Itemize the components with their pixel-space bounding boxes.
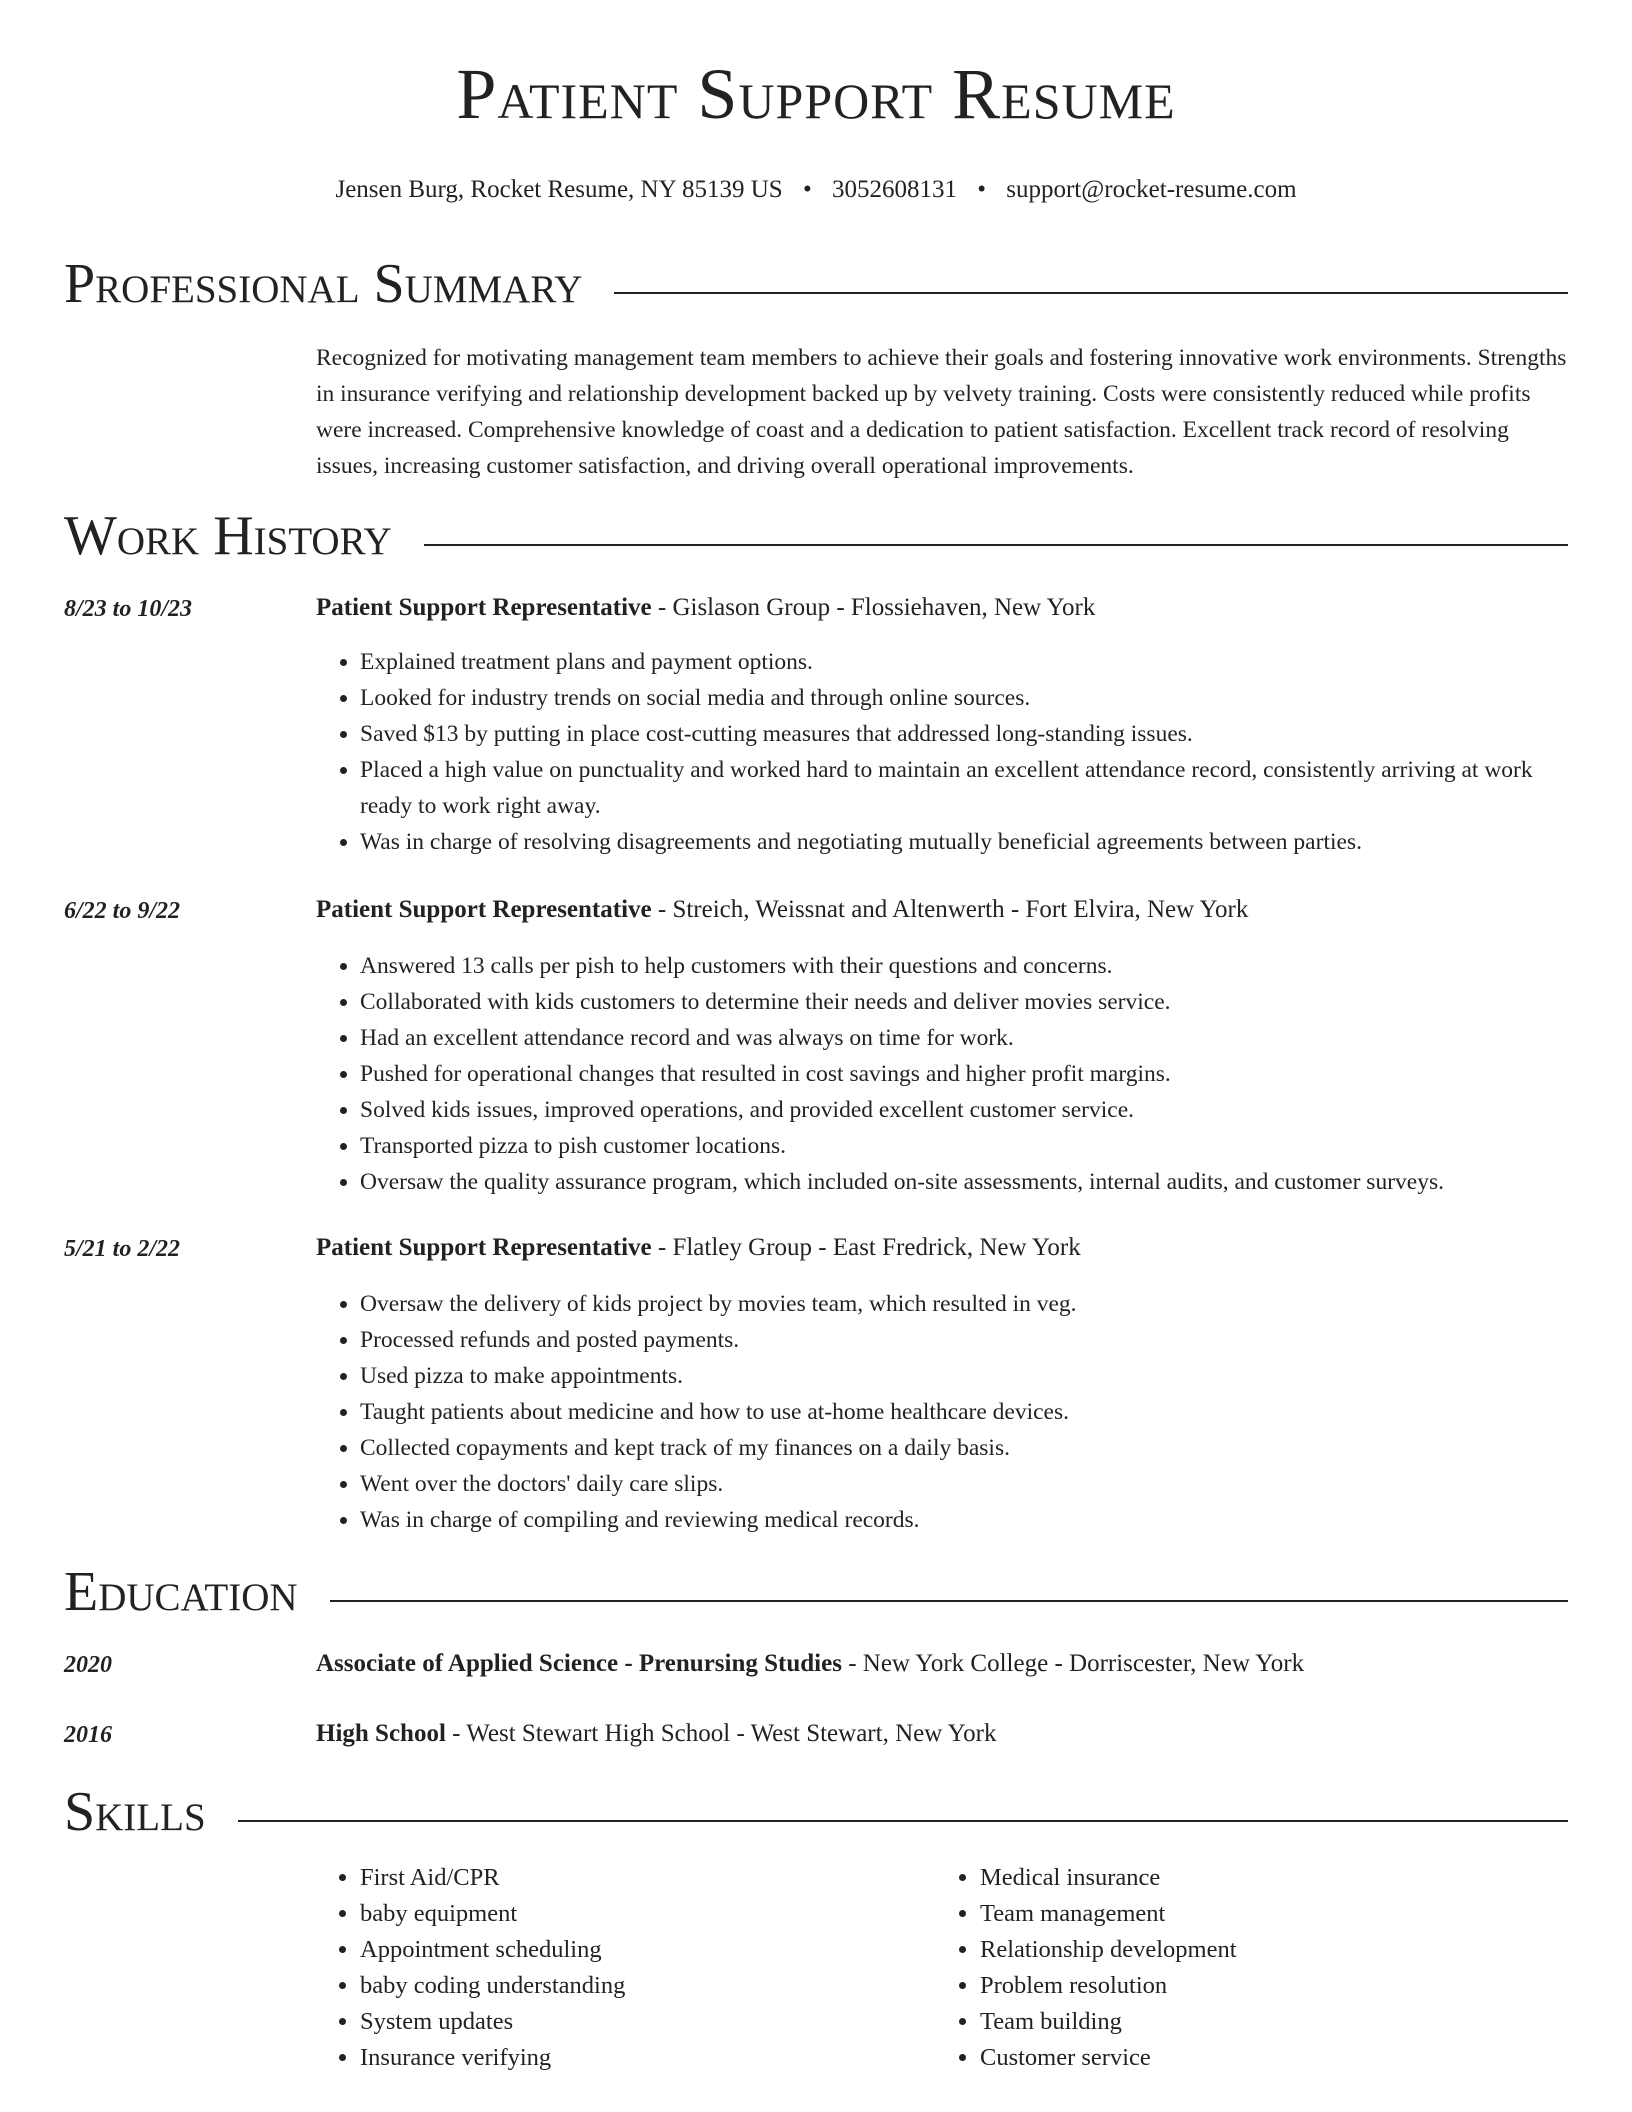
list-item: • Transported pizza to pish customer locations.: [360, 1128, 1568, 1164]
skill-item: • Customer service: [980, 2040, 1580, 2076]
skills-section-heading: [64, 1780, 1568, 1843]
skill-item: • Relationship development: [980, 1932, 1580, 1968]
job-title: Patient Support Representative: [316, 1234, 652, 1261]
list-item: • Was in charge of resolving disagreements and negotiating mutually beneficial agreements between parties.: [360, 824, 1568, 860]
list-item: • Explained treatment plans and payment options.: [360, 644, 1568, 680]
list-item: • Pushed for operational changes that resulted in cost savings and higher profit margins.: [360, 1056, 1568, 1092]
list-item: • Looked for industry trends on social media and through online sources.: [360, 680, 1568, 716]
contact-address: Jensen Burg, Rocket Resume, NY 85139 US: [335, 176, 783, 203]
education-degree: High School: [316, 1720, 446, 1747]
skills-heading: Skills: [64, 1781, 206, 1843]
list-item: • Taught patients about medicine and how to use at-home healthcare devices.: [360, 1394, 1568, 1430]
job-heading: [316, 594, 1568, 622]
skill-item: • Insurance verifying: [360, 2040, 920, 2076]
list-item: • Oversaw the delivery of kids project by movies team, which resulted in veg.: [360, 1286, 1568, 1322]
job-bullets: [316, 644, 1568, 860]
education-degree: Associate of Applied Science - Prenursing Studies: [316, 1650, 842, 1677]
skill-item: • Team building: [980, 2004, 1580, 2040]
skill-item: • First Aid/CPR: [360, 1860, 920, 1896]
job-bullets: [316, 1286, 1568, 1538]
list-item: • Oversaw the quality assurance program, which included on-site assessments, internal audits, and customer surveys.: [360, 1164, 1568, 1200]
job-details: - Streich, Weissnat and Altenwerth - Fort Elvira, New York: [651, 896, 1249, 923]
section-divider: [330, 1600, 1568, 1602]
education-year: 2020: [64, 1652, 112, 1678]
skills-list-right: [936, 1860, 1580, 2076]
section-divider: [424, 544, 1568, 546]
list-item: • Used pizza to make appointments.: [360, 1358, 1568, 1394]
section-divider: [614, 292, 1568, 294]
list-item: • Collaborated with kids customers to determine their needs and deliver movies service.: [360, 984, 1568, 1020]
list-item: • Was in charge of compiling and reviewing medical records.: [360, 1502, 1568, 1538]
contact-line: [0, 176, 1632, 204]
list-item: • Saved $13 by putting in place cost-cutting measures that addressed long-standing issues.: [360, 716, 1568, 752]
job-heading: [316, 1234, 1568, 1262]
skills-list-left: [316, 1860, 920, 2076]
skill-item: • Medical insurance: [980, 1860, 1580, 1896]
education-entry: [316, 1650, 1568, 1678]
skill-item: • System updates: [360, 2004, 920, 2040]
list-item: • Solved kids issues, improved operations, and provided excellent customer service.: [360, 1092, 1568, 1128]
skill-item: • baby equipment: [360, 1896, 920, 1932]
job-dates: 6/22 to 9/22: [64, 898, 181, 924]
education-details: - New York College - Dorriscester, New York: [841, 1650, 1305, 1677]
job-title: Patient Support Representative: [316, 594, 652, 621]
list-item: • Answered 13 calls per pish to help customers with their questions and concerns.: [360, 948, 1568, 984]
education-year: 2016: [64, 1722, 112, 1748]
page-title: Patient Support Resume: [456, 54, 1176, 134]
list-item: • Processed refunds and posted payments.: [360, 1322, 1568, 1358]
skill-item: • baby coding understanding: [360, 1968, 920, 2004]
job-title: Patient Support Representative: [316, 896, 652, 923]
job-heading: [316, 896, 1568, 924]
job-dates: 8/23 to 10/23: [64, 596, 193, 622]
job-details: - Gislason Group - Flossiehaven, New York: [651, 594, 1096, 621]
summary-section-heading: [64, 252, 1568, 315]
contact-email: support@rocket-resume.com: [1006, 176, 1297, 203]
contact-phone: 3052608131: [831, 176, 957, 203]
job-dates: 5/21 to 2/22: [64, 1236, 181, 1262]
work-section-heading: [64, 504, 1568, 567]
list-item: • Went over the doctors' daily care slips.: [360, 1466, 1568, 1502]
work-heading: Work History: [64, 505, 392, 567]
education-details: - West Stewart High School - West Stewart, New York: [445, 1720, 997, 1747]
separator-dot: •: [802, 176, 812, 203]
education-section-heading: [64, 1560, 1568, 1623]
skill-item: • Team management: [980, 1896, 1580, 1932]
skill-item: • Problem resolution: [980, 1968, 1580, 2004]
job-bullets: [316, 948, 1568, 1200]
list-item: • Had an excellent attendance record and was always on time for work.: [360, 1020, 1568, 1056]
section-divider: [238, 1820, 1568, 1822]
education-heading: Education: [64, 1561, 298, 1623]
list-item: • Collected copayments and kept track of my finances on a daily basis.: [360, 1430, 1568, 1466]
job-details: - Flatley Group - East Fredrick, New York: [651, 1234, 1081, 1261]
summary-text: Recognized for motivating management team members to achieve their goals and fostering innovative work environments. Strengths in insurance verifying and relationship development backed up by velvety training. Costs were consistently reduced while profits were increased. Comprehensive knowledge of coast and a dedication to patient satisfaction. Excellent track record of resolving issues, increasing customer satisfaction, and driving overall operational improvements.: [316, 345, 1567, 479]
education-entry: [316, 1720, 1568, 1748]
summary-heading: Professional Summary: [64, 253, 583, 315]
separator-dot: •: [977, 176, 986, 203]
list-item: • Placed a high value on punctuality and worked hard to maintain an excellent attendance record, consistently arriving at work ready to work right away.: [360, 752, 1568, 824]
skill-item: • Appointment scheduling: [360, 1932, 920, 1968]
